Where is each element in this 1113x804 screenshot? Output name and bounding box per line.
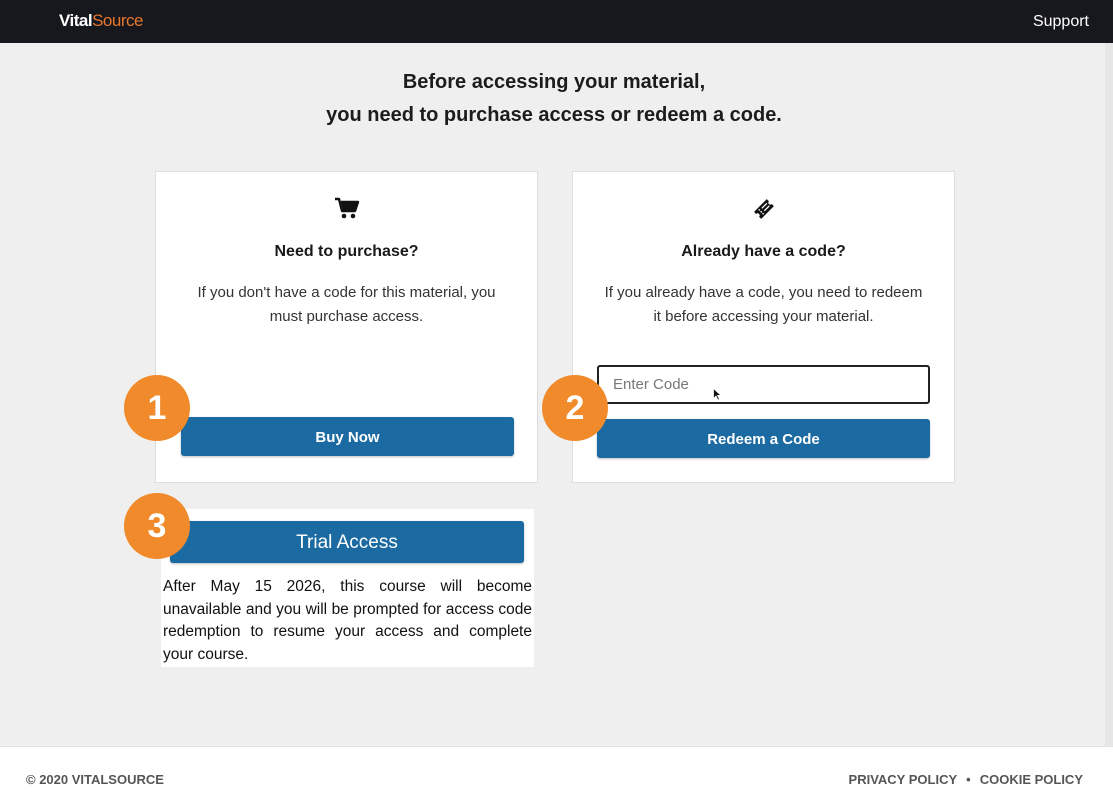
trial-access-panel — [161, 509, 534, 667]
support-link[interactable]: Support — [1032, 13, 1089, 30]
step-badge-2: 2 — [542, 375, 608, 441]
vitalsource-logo[interactable] — [59, 11, 143, 31]
logo-text-vital: Vital — [59, 11, 93, 30]
cookie-policy-link[interactable]: COOKIE POLICY — [979, 772, 1083, 787]
trial-notice-text: After May 15 2026, this course will become unavailable and you will be prompted for access code redemption to resume your access and complete your course. — [163, 578, 532, 663]
top-navigation-bar — [0, 0, 1113, 43]
purchase-title: Need to purchase? — [274, 243, 419, 260]
heading-line-2: you need to purchase access or redeem a code. — [326, 104, 782, 126]
privacy-policy-link[interactable]: PRIVACY POLICY — [848, 772, 958, 787]
purchase-card — [155, 171, 538, 483]
footer-links — [849, 772, 1083, 787]
ticket-icon — [573, 196, 954, 227]
scrollbar-track[interactable] — [1105, 43, 1113, 746]
page-heading — [0, 66, 1108, 132]
footer-separator: • — [966, 772, 971, 787]
mouse-pointer-icon — [713, 388, 722, 406]
buy-now-button[interactable]: Buy Now — [181, 417, 514, 456]
redeem-code-button[interactable]: Redeem a Code — [597, 419, 930, 458]
step-badge-1: 1 — [124, 375, 190, 441]
trial-access-button[interactable]: Trial Access — [170, 521, 524, 563]
redeem-title: Already have a code? — [681, 243, 846, 260]
footer — [0, 746, 1113, 804]
enter-code-input[interactable] — [597, 365, 930, 404]
copyright-text: © 2020 VITALSOURCE — [26, 772, 164, 787]
heading-line-1: Before accessing your material, — [402, 71, 706, 93]
cart-icon — [156, 196, 537, 225]
logo-text-source: Source — [92, 11, 143, 30]
purchase-description: If you don't have a code for this material, you must purchase access. — [197, 284, 496, 325]
redeem-card — [572, 171, 955, 483]
step-badge-3: 3 — [124, 493, 190, 559]
redeem-description: If you already have a code, you need to redeem it before accessing your material. — [604, 284, 923, 325]
